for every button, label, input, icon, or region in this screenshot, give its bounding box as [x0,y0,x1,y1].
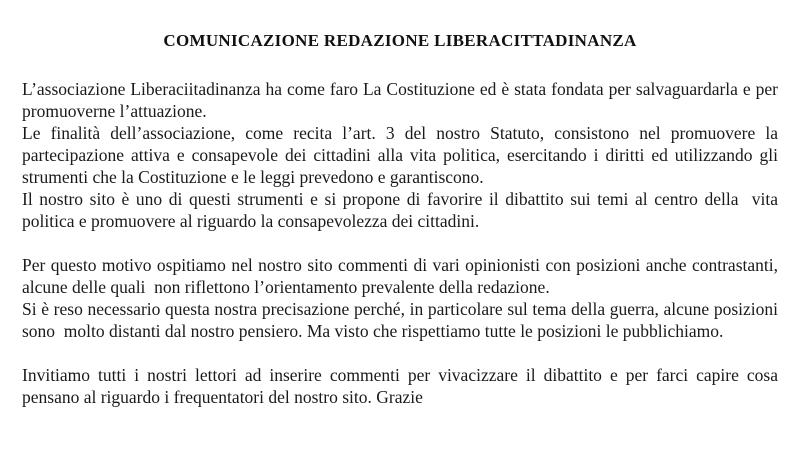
paragraph-block-2 [22,254,783,342]
document-title: COMUNICAZIONE REDAZIONE LIBERACITTADINANZA [163,31,637,50]
paragraph: Le finalità dell’associazione, come recita l’art. 3 del nostro Statuto, consistono nel promuovere la partecipazione attiva e consapevole dei cittadini alla vita politica, esercitando i diritti ed utilizzando gli strumenti che la Costituzione e le leggi prevedono e garantiscono. [22,123,783,187]
paragraph: L’associazione Liberaciitadinanza ha come faro La Costituzione ed è stata fondata per salvaguardarla e per promuoverne l’attuazione. [22,79,783,121]
paragraph: Per questo motivo ospitiamo nel nostro sito commenti di vari opinionisti con posizioni anche contrastanti, alcune delle quali non riflettono l’orientamento prevalente della redazione. [22,255,783,297]
paragraph: Il nostro sito è uno di questi strumenti e si propone di favorire il dibattito sui temi al centro della vita politica e promuovere al riguardo la consapevolezza dei cittadini. [22,189,783,231]
paragraph: Si è reso necessario questa nostra precisazione perché, in particolare sul tema della guerra, alcune posizioni sono molto distanti dal nostro pensiero. Ma visto che rispettiamo tutte le posizioni le pubblichiamo. [22,299,783,341]
paragraph-block-3 [22,364,783,408]
paragraph: Invitiamo tutti i nostri lettori ad inserire commenti per vivacizzare il dibattito e per farci capire cosa pensano al riguardo i frequentatori del nostro sito. Grazie [22,365,783,407]
paragraph-block-1 [22,78,783,232]
